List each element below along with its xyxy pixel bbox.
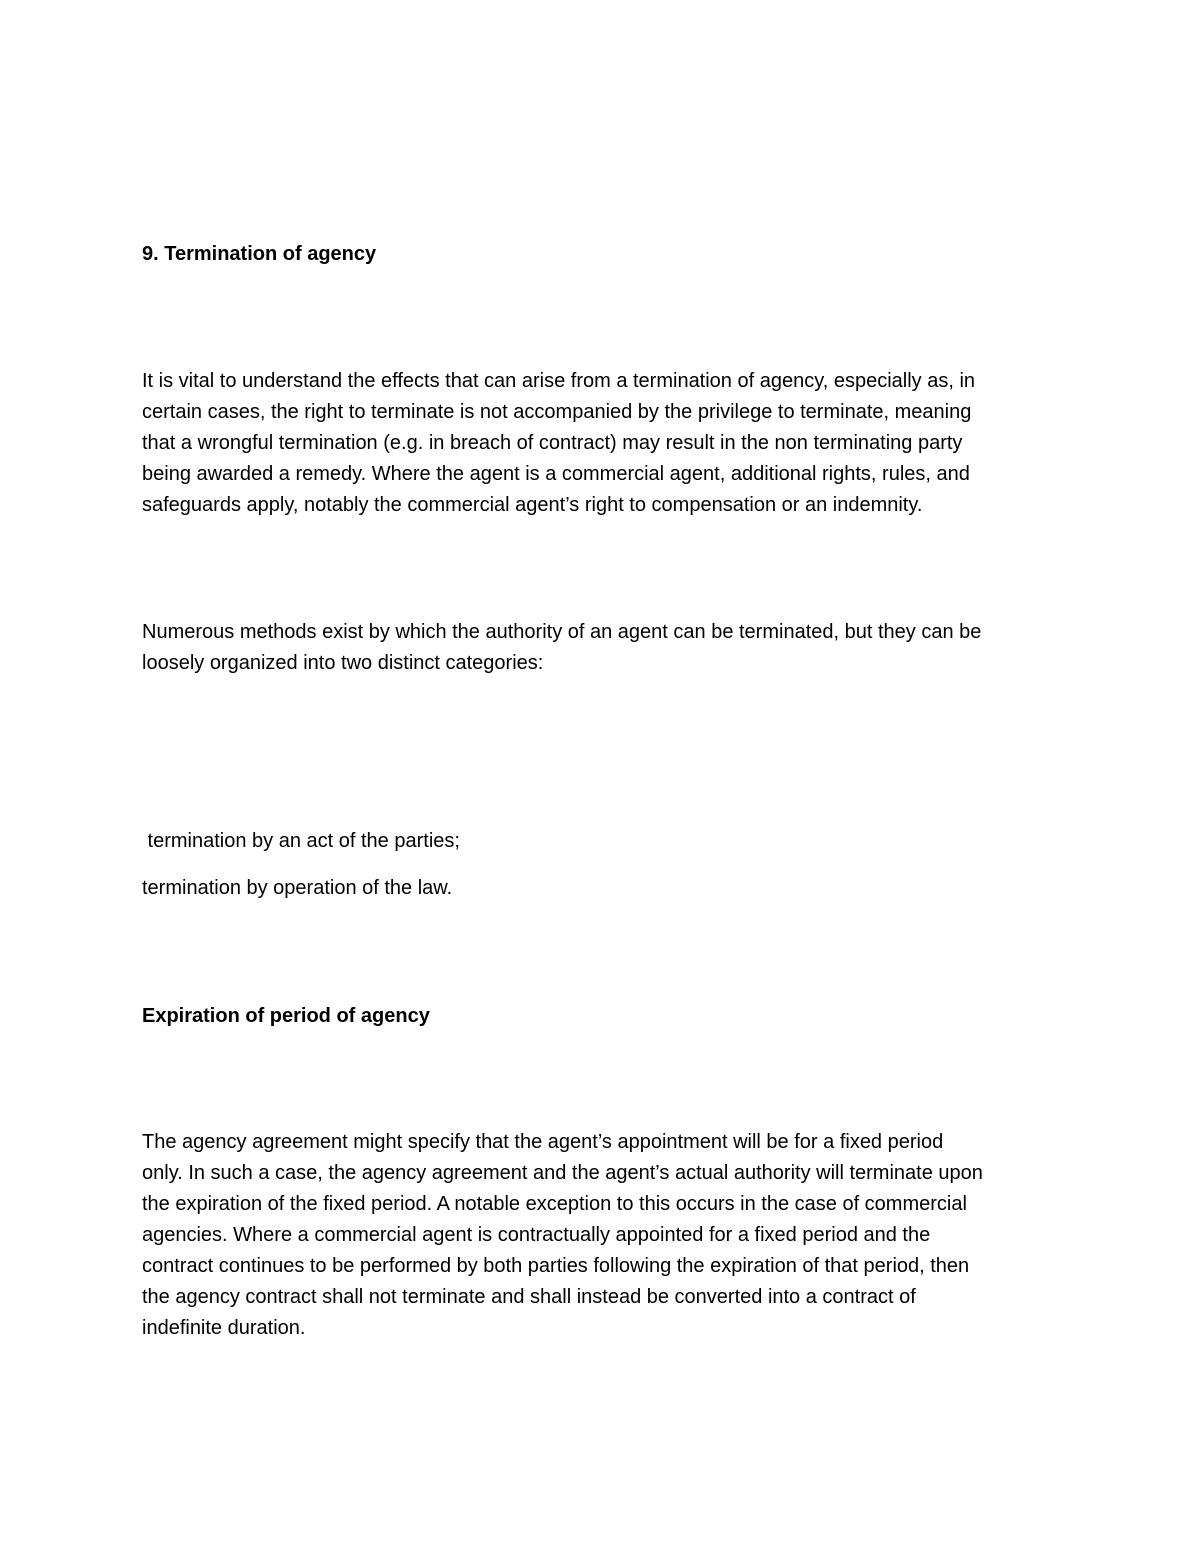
paragraph-line: certain cases, the right to terminate is not accompanied by the privilege to terminate, meaning [142, 401, 972, 423]
section-heading-expiration: Expiration of period of agency [142, 1005, 430, 1027]
methods-paragraph [142, 617, 1072, 679]
paragraph-line: Numerous methods exist by which the authority of an agent can be terminated, but they can be [142, 621, 982, 643]
category-item-law: termination by operation of the law. [142, 877, 453, 899]
intro-paragraph [142, 366, 1072, 521]
paragraph-line: agencies. Where a commercial agent is contractually appointed for a fixed period and the [142, 1224, 931, 1246]
category-item-parties: termination by an act of the parties; [142, 830, 460, 852]
section-heading-termination: 9. Termination of agency [142, 243, 377, 265]
paragraph-line: It is vital to understand the effects that can arise from a termination of agency, especially as, in [142, 370, 976, 392]
paragraph-line: the agency contract shall not terminate and shall instead be converted into a contract of [142, 1286, 916, 1308]
paragraph-line: safeguards apply, notably the commercial agent’s right to compensation or an indemnity. [142, 494, 923, 516]
paragraph-line: being awarded a remedy. Where the agent is a commercial agent, additional rights, rules, and [142, 463, 970, 485]
paragraph-line: loosely organized into two distinct categories: [142, 652, 544, 674]
paragraph-line: only. In such a case, the agency agreement and the agent’s actual authority will terminate upon [142, 1162, 983, 1184]
paragraph-line: indefinite duration. [142, 1317, 306, 1339]
paragraph-line: the expiration of the fixed period. A notable exception to this occurs in the case of commercial [142, 1193, 967, 1215]
paragraph-line: The agency agreement might specify that the agent’s appointment will be for a fixed period [142, 1131, 944, 1153]
expiration-paragraph [142, 1127, 1072, 1344]
paragraph-line: that a wrongful termination (e.g. in breach of contract) may result in the non terminating party [142, 432, 963, 454]
paragraph-line: contract continues to be performed by both parties following the expiration of that period, then [142, 1255, 970, 1277]
